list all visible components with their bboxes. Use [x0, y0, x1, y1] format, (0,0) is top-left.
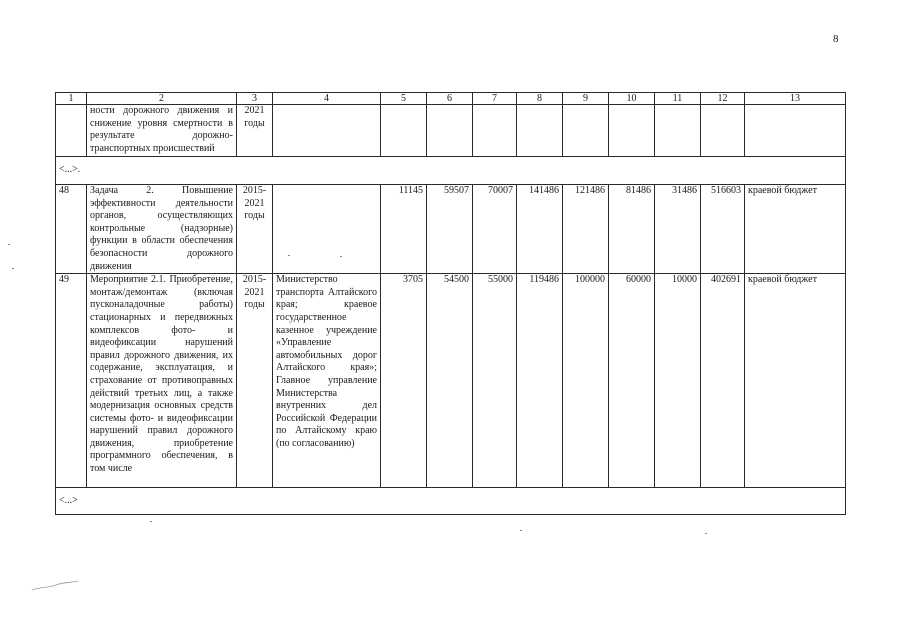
column-number-row — [56, 93, 846, 105]
cell-value: 11145 — [381, 185, 427, 274]
page-number: 8 — [833, 33, 839, 45]
scan-speck — [520, 530, 522, 531]
cell-value: 81486 — [609, 185, 655, 274]
cell-value: 3705 — [381, 274, 427, 488]
ellipsis-text: <...> — [56, 488, 846, 515]
ellipsis-text: <...>. — [56, 157, 846, 185]
cell-executor — [273, 105, 381, 157]
header-cell: 1 — [56, 93, 87, 105]
cell-value: 59507 — [427, 185, 473, 274]
header-cell: 8 — [517, 93, 563, 105]
cell-years: 2015-2021 годы — [237, 185, 273, 274]
cell-num: 49 — [56, 274, 87, 488]
scan-speck — [12, 268, 14, 269]
scan-speck — [340, 256, 342, 257]
cell-value: 516603 — [701, 185, 745, 274]
cell-years: 2021 годы — [237, 105, 273, 157]
cell-value — [563, 105, 609, 157]
cell-value — [473, 105, 517, 157]
cell-value: 402691 — [701, 274, 745, 488]
cell-value — [655, 105, 701, 157]
header-cell: 3 — [237, 93, 273, 105]
cell-value: 60000 — [609, 274, 655, 488]
cell-value — [609, 105, 655, 157]
ellipsis-row — [56, 157, 846, 185]
table-row-49 — [56, 274, 846, 488]
header-cell: 6 — [427, 93, 473, 105]
scan-speck — [705, 533, 707, 534]
ellipsis-row — [56, 488, 846, 515]
cell-executor: Министерство транспорта Алтайского края; краевое государственное казенное учреждение «Управление автомобильных дорог Алтайского края»; Главное управление Министерства внутренних дел Российской Федерации по Алтайскому краю (по согласованию) — [273, 274, 381, 488]
cell-source: краевой бюджет — [745, 274, 846, 488]
header-cell: 12 — [701, 93, 745, 105]
cell-value: 10000 — [655, 274, 701, 488]
scan-speck — [150, 521, 152, 522]
cell-value — [701, 105, 745, 157]
cell-value: 55000 — [473, 274, 517, 488]
header-cell: 4 — [273, 93, 381, 105]
cell-years: 2015-2021 годы — [237, 274, 273, 488]
cell-value: 121486 — [563, 185, 609, 274]
header-cell: 9 — [563, 93, 609, 105]
cell-num — [56, 105, 87, 157]
table-row-48 — [56, 185, 846, 274]
cell-value: 119486 — [517, 274, 563, 488]
cell-name: ности дорожного движения и снижение уровня смертности в результате дорожно-транспортных происшествий — [87, 105, 237, 157]
cell-value — [381, 105, 427, 157]
cell-executor — [273, 185, 381, 274]
cell-value: 31486 — [655, 185, 701, 274]
cell-value — [517, 105, 563, 157]
pen-mark-scribble — [30, 575, 90, 595]
header-cell: 2 — [87, 93, 237, 105]
cell-num: 48 — [56, 185, 87, 274]
cell-value: 70007 — [473, 185, 517, 274]
header-cell: 11 — [655, 93, 701, 105]
cell-value: 100000 — [563, 274, 609, 488]
table-row-continuation — [56, 105, 846, 157]
header-cell: 10 — [609, 93, 655, 105]
scan-speck — [8, 244, 10, 245]
cell-name: Мероприятие 2.1. Приобретение, монтаж/демонтаж (включая пусконаладочные работы) стационарных и передвижных комплексов фото- и видеофиксации нарушений правил дорожного движения, их содержание, эксплуатация, и страхование от противоправных действий третьих лиц, а также модернизация основных средств системы фото- и видеофиксации нарушений правил дорожного движения, приобретение программного обеспечения, в том числе — [87, 274, 237, 488]
cell-source: краевой бюджет — [745, 185, 846, 274]
header-cell: 7 — [473, 93, 517, 105]
cell-value: 141486 — [517, 185, 563, 274]
cell-source — [745, 105, 846, 157]
cell-name: Задача 2. Повышение эффективности деятельности органов, осуществляющих контрольные (надзорные) функции в области обеспечения безопасности дорожного движения — [87, 185, 237, 274]
scan-speck — [288, 255, 290, 256]
cell-value: 54500 — [427, 274, 473, 488]
header-cell: 5 — [381, 93, 427, 105]
header-cell: 13 — [745, 93, 846, 105]
cell-value — [427, 105, 473, 157]
program-table — [55, 92, 846, 515]
